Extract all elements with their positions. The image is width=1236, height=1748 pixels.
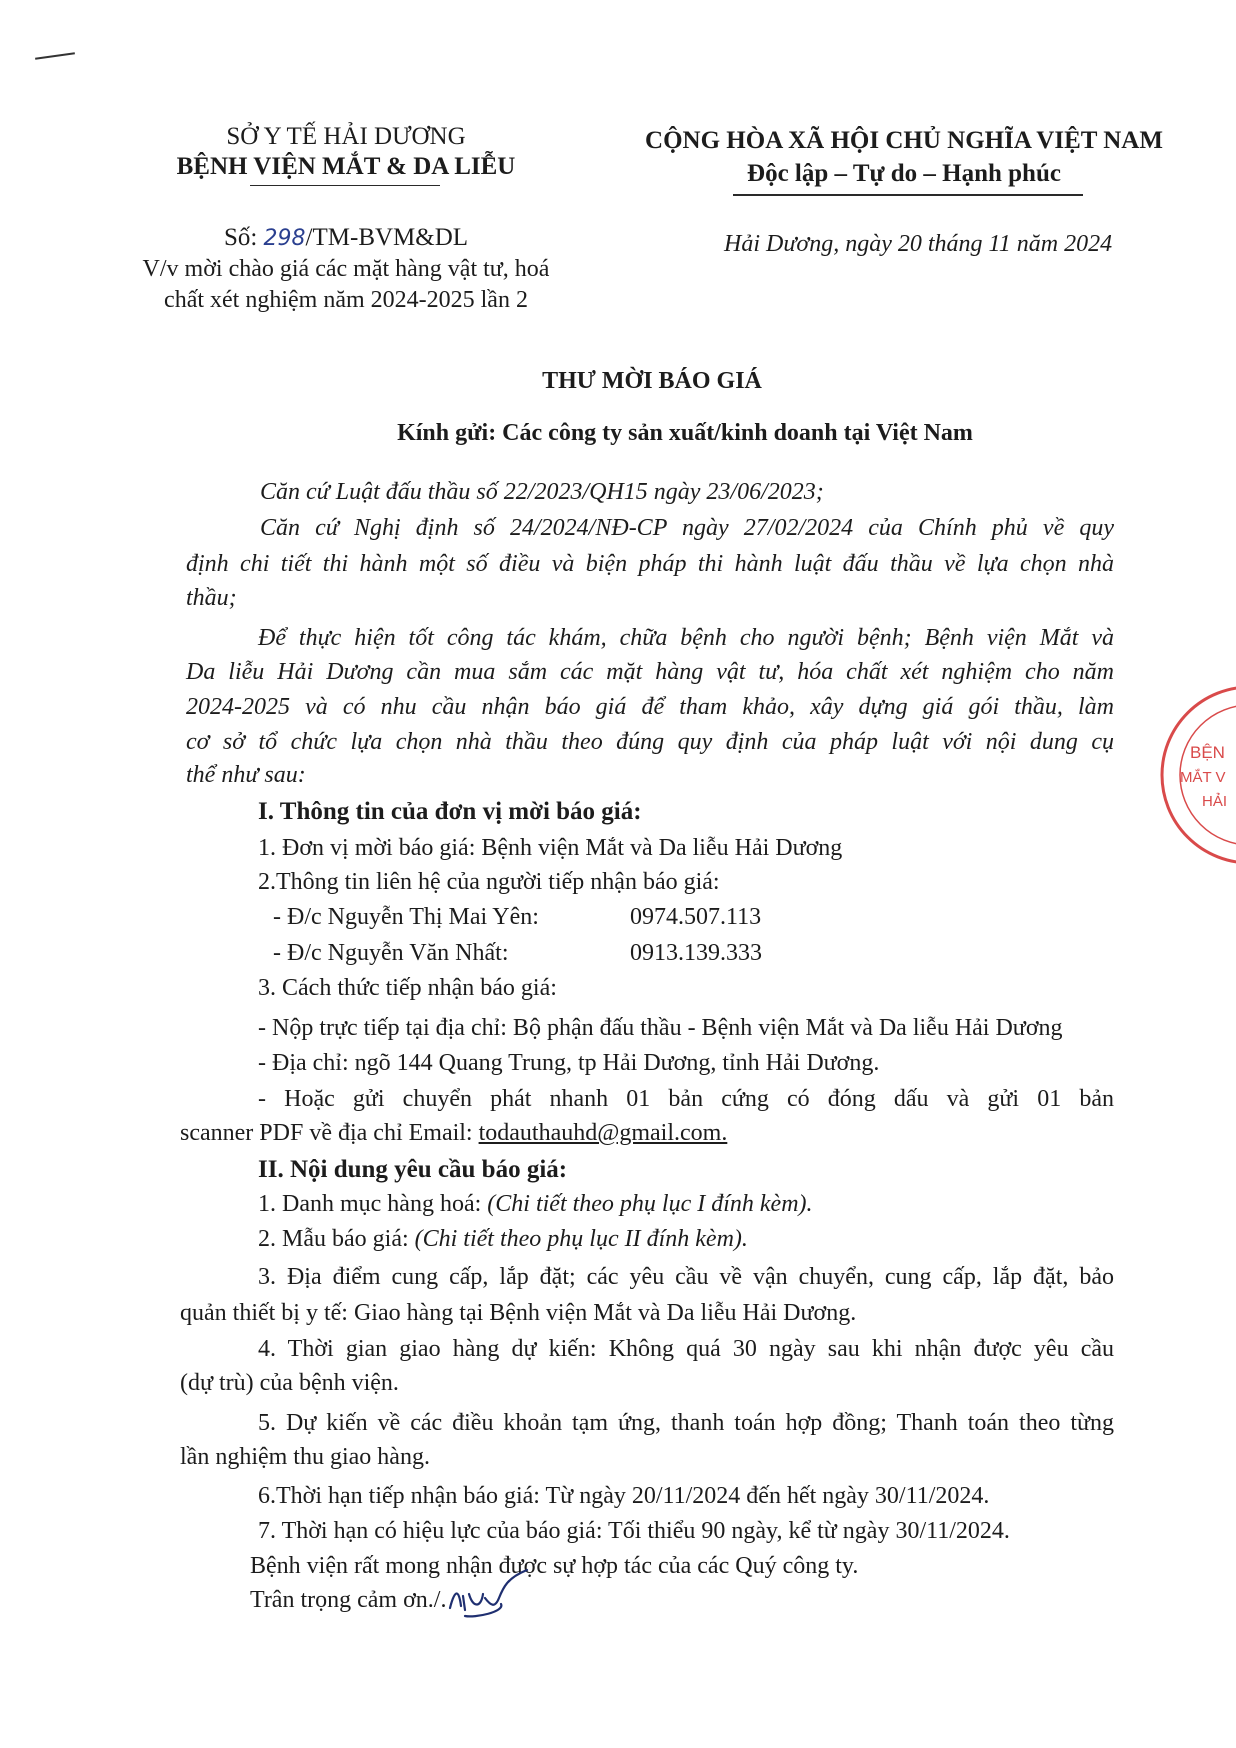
preamble-p3-l2: Da liễu Hải Dương cần mua sắm các mặt hàng vật tư, hóa chất xét nghiệm cho năm	[186, 659, 1114, 685]
closing-line-1: Bệnh viện rất mong nhận được sự hợp tác của các Quý công ty.	[250, 1553, 859, 1579]
section1-item1: 1. Đơn vị mời báo giá: Bệnh viện Mắt và Da liễu Hải Dương	[258, 835, 843, 861]
section2-item2	[258, 1226, 748, 1253]
section1-item3: 3. Cách thức tiếp nhận báo giá:	[258, 975, 557, 1001]
preamble-p2-l1: Căn cứ Nghị định số 24/2024/NĐ-CP ngày 27/02/2024 của Chính phủ về quy	[260, 515, 1114, 541]
section1-item3-c-l2	[180, 1120, 727, 1147]
contact1-name: - Đ/c Nguyễn Thị Mai Yên:	[273, 904, 539, 930]
section2-item2-italic: (Chi tiết theo phụ lục II đính kèm).	[414, 1226, 748, 1252]
document-title: THƯ MỜI BÁO GIÁ	[542, 368, 762, 394]
contact2-name: - Đ/c Nguyễn Văn Nhất:	[273, 940, 509, 966]
header-right-rule	[733, 194, 1083, 196]
recipient: Kính gửi: Các công ty sản xuất/kinh doanh tại Việt Nam	[397, 420, 973, 446]
section1-item3-c-l1: - Hoặc gửi chuyển phát nhanh 01 bản cứng có đóng dấu và gửi 01 bản	[258, 1086, 1114, 1112]
section2-item5-l2: lần nghiệm thu giao hàng.	[180, 1444, 430, 1470]
header-dept: SỞ Y TẾ HẢI DƯƠNG	[226, 123, 466, 150]
number-suffix: /TM-BVM&DL	[305, 224, 469, 251]
section1-item2: 2.Thông tin liên hệ của người tiếp nhận báo giá:	[258, 869, 720, 895]
header-hospital: BỆNH VIỆN MẮT & DA LIỄU	[176, 153, 516, 180]
closing-line-2: Trân trọng cảm ơn./.	[250, 1587, 447, 1613]
section2-item1-prefix: 1. Danh mục hàng hoá:	[258, 1191, 488, 1217]
preamble-p2-l2: định chi tiết thi hành một số điều và biện pháp thi hành luật đấu thầu về lựa chọn nhà	[186, 551, 1114, 577]
section2-item1-italic: (Chi tiết theo phụ lục I đính kèm).	[487, 1191, 813, 1217]
header-left-rule	[250, 185, 440, 186]
section1-heading: I. Thông tin của đơn vị mời báo giá:	[258, 798, 642, 825]
section2-heading: II. Nội dung yêu cầu báo giá:	[258, 1156, 568, 1183]
scan-mark	[35, 52, 75, 60]
stamp-line-2: MẮT V	[1180, 769, 1226, 786]
preamble-p1: Căn cứ Luật đấu thầu số 22/2023/QH15 ngày 23/06/2023;	[260, 479, 824, 505]
section2-item7: 7. Thời hạn có hiệu lực của báo giá: Tối thiểu 90 ngày, kể từ ngày 30/11/2024.	[258, 1518, 1010, 1544]
email-link[interactable]: todauthauhd@gmail.com.	[478, 1120, 728, 1146]
header-country: CỘNG HÒA XÃ HỘI CHỦ NGHĨA VIỆT NAM	[645, 127, 1163, 154]
section2-item3-l2: quản thiết bị y tế: Giao hàng tại Bệnh viện Mắt và Da liễu Hải Dương.	[180, 1300, 857, 1326]
preamble-p3-l1: Để thực hiện tốt công tác khám, chữa bệnh cho người bệnh; Bệnh viện Mắt và	[258, 625, 1114, 651]
document-number	[224, 224, 468, 252]
preamble-p3-l5: thể như sau:	[186, 762, 306, 788]
section2-item2-prefix: 2. Mẫu báo giá:	[258, 1226, 415, 1252]
stamp-line-3: HẢI	[1202, 793, 1228, 810]
preamble-p2-l3: thầu;	[186, 585, 237, 611]
contact1-phone: 0974.507.113	[630, 904, 762, 930]
handwritten-initials	[445, 1568, 535, 1623]
section1-item3-b: - Địa chỉ: ngõ 144 Quang Trung, tp Hải Dương, tỉnh Hải Dương.	[258, 1050, 880, 1076]
section2-item4-l1: 4. Thời gian giao hàng dự kiến: Không quá 30 ngày sau khi nhận được yêu cầu	[258, 1336, 1114, 1362]
section2-item1	[258, 1191, 813, 1218]
section2-item3-l1: 3. Địa điểm cung cấp, lắp đặt; các yêu cầu về vận chuyển, cung cấp, lắp đặt, bảo	[258, 1264, 1114, 1290]
stamp-line-1: BỆN	[1190, 743, 1225, 762]
number-handwritten: 298	[263, 226, 306, 251]
subject-line-2: chất xét nghiệm năm 2024-2025 lần 2	[164, 287, 528, 313]
document-date: Hải Dương, ngày 20 tháng 11 năm 2024	[724, 231, 1113, 257]
section1-item3-a: - Nộp trực tiếp tại địa chỉ: Bộ phận đấu thầu - Bệnh viện Mắt và Da liễu Hải Dương	[258, 1015, 1063, 1041]
section2-item4-l2: (dự trù) của bệnh viện.	[180, 1370, 399, 1396]
preamble-p3-l4: cơ sở tổ chức lựa chọn nhà thầu theo đúng quy định của pháp luật với nội dung cụ	[186, 729, 1114, 755]
contact2-phone: 0913.139.333	[630, 940, 762, 966]
preamble-p3-l3: 2024-2025 và có nhu cầu nhận báo giá để tham khảo, xây dựng giá gói thầu, làm	[186, 694, 1114, 720]
email-prefix: scanner PDF về địa chỉ Email:	[180, 1120, 479, 1146]
number-prefix: Số:	[223, 224, 264, 251]
subject-line-1: V/v mời chào giá các mặt hàng vật tư, hoá	[142, 256, 550, 282]
hospital-stamp	[1150, 680, 1236, 870]
section2-item6: 6.Thời hạn tiếp nhận báo giá: Từ ngày 20/11/2024 đến hết ngày 30/11/2024.	[258, 1483, 990, 1509]
section2-item5-l1: 5. Dự kiến về các điều khoản tạm ứng, thanh toán hợp đồng; Thanh toán theo từng	[258, 1410, 1114, 1436]
header-motto: Độc lập – Tự do – Hạnh phúc	[747, 160, 1061, 187]
